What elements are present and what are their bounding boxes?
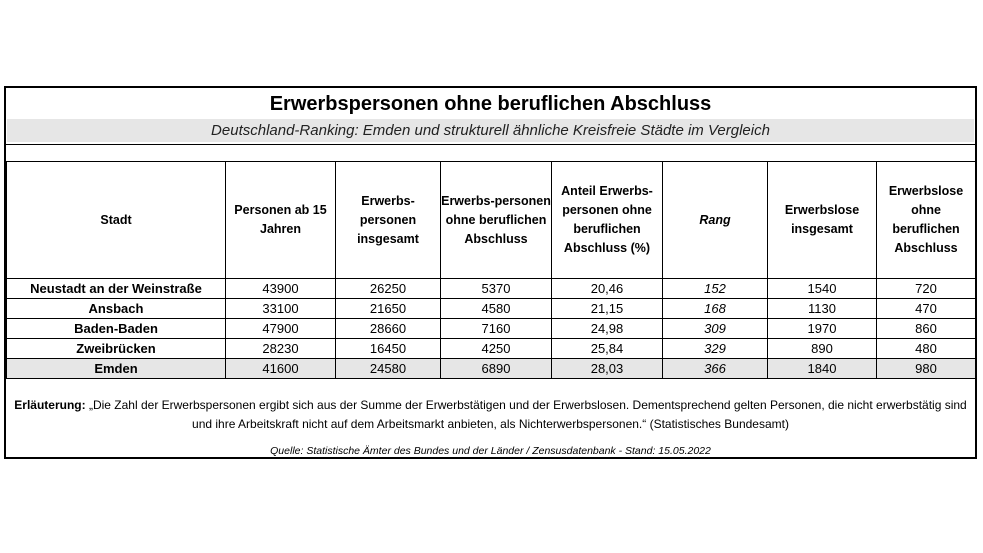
cell-ohne-abschluss: 4580	[441, 299, 552, 319]
cell-erwerbspersonen: 24580	[336, 359, 441, 379]
cell-personen: 41600	[226, 359, 336, 379]
column-header-personen: Personen ab 15 Jahren	[226, 162, 336, 279]
explanation-note	[6, 396, 975, 434]
ranking-table-frame	[4, 86, 977, 459]
page-title: Erwerbspersonen ohne beruflichen Abschluss	[269, 93, 712, 115]
cell-erwerbslose: 890	[768, 339, 877, 359]
table-row	[7, 319, 976, 339]
explanation-label: Erläuterung:	[14, 398, 86, 412]
cell-anteil: 25,84	[552, 339, 663, 359]
cell-erwerbslose: 1840	[768, 359, 877, 379]
cell-erwerbslose: 1970	[768, 319, 877, 339]
cell-erwerbspersonen: 21650	[336, 299, 441, 319]
cell-rang: 309	[663, 319, 768, 339]
column-header-erwerbslose: Erwerbslose insgesamt	[768, 162, 877, 279]
cell-ohne-abschluss: 7160	[441, 319, 552, 339]
cell-anteil: 20,46	[552, 279, 663, 299]
cell-erwerbslose-ohne-abschluss: 980	[877, 359, 976, 379]
cell-personen: 33100	[226, 299, 336, 319]
cell-personen: 47900	[226, 319, 336, 339]
table-row	[7, 299, 976, 319]
cell-erwerbspersonen: 26250	[336, 279, 441, 299]
cell-ohne-abschluss: 4250	[441, 339, 552, 359]
cell-ohne-abschluss: 5370	[441, 279, 552, 299]
explanation-line-1	[6, 396, 975, 415]
cell-personen: 43900	[226, 279, 336, 299]
cell-stadt: Neustadt an der Weinstraße	[7, 279, 226, 299]
data-table	[6, 161, 976, 379]
cell-ohne-abschluss: 6890	[441, 359, 552, 379]
cell-rang: 168	[663, 299, 768, 319]
cell-erwerbslose-ohne-abschluss: 470	[877, 299, 976, 319]
column-header-rang: Rang	[663, 162, 768, 279]
cell-rang: 366	[663, 359, 768, 379]
cell-erwerbslose-ohne-abschluss: 860	[877, 319, 976, 339]
cell-erwerbslose-ohne-abschluss: 480	[877, 339, 976, 359]
cell-stadt: Baden-Baden	[7, 319, 226, 339]
column-header-erwerbslose-ohne-abschluss: Erwerbslose ohne beruflichen Abschluss	[877, 162, 976, 279]
spacer	[6, 144, 975, 162]
cell-anteil: 21,15	[552, 299, 663, 319]
subtitle: Deutschland-Ranking: Emden und strukturell ähnliche Kreisfreie Städte im Vergleich	[7, 119, 974, 142]
cell-stadt: Ansbach	[7, 299, 226, 319]
column-header-stadt: Stadt	[7, 162, 226, 279]
table-row	[7, 339, 976, 359]
table-row	[7, 279, 976, 299]
explanation-text-2: und ihre Arbeitskraft nicht auf dem Arbeitsmarkt anbieten, als Nichterwerbspersonen.“ (Statistisches Bundesamt)	[192, 417, 789, 431]
cell-anteil: 28,03	[552, 359, 663, 379]
cell-erwerbslose-ohne-abschluss: 720	[877, 279, 976, 299]
table-row	[7, 359, 976, 379]
table-header-row	[7, 162, 976, 279]
cell-stadt: Zweibrücken	[7, 339, 226, 359]
cell-rang: 152	[663, 279, 768, 299]
cell-stadt: Emden	[7, 359, 226, 379]
cell-erwerbslose: 1130	[768, 299, 877, 319]
cell-personen: 28230	[226, 339, 336, 359]
column-header-ohne-abschluss: Erwerbs-personen ohne beruflichen Abschluss	[441, 162, 552, 279]
cell-rang: 329	[663, 339, 768, 359]
cell-erwerbspersonen: 16450	[336, 339, 441, 359]
column-header-erwerbspersonen: Erwerbs-personen insgesamt	[336, 162, 441, 279]
cell-erwerbspersonen: 28660	[336, 319, 441, 339]
column-header-anteil: Anteil Erwerbs-personen ohne beruflichen Abschluss (%)	[552, 162, 663, 279]
cell-anteil: 24,98	[552, 319, 663, 339]
explanation-text-1: „Die Zahl der Erwerbspersonen ergibt sich aus der Summe der Erwerbstätigen und der Erwerbslosen. Dementsprechend gelten Personen, die nicht erwerbstätig sind	[88, 398, 967, 412]
source-citation: Quelle: Statistische Ämter des Bundes und der Länder / Zensusdatenbank - Stand: 15.05.2022	[270, 445, 711, 457]
cell-erwerbslose: 1540	[768, 279, 877, 299]
